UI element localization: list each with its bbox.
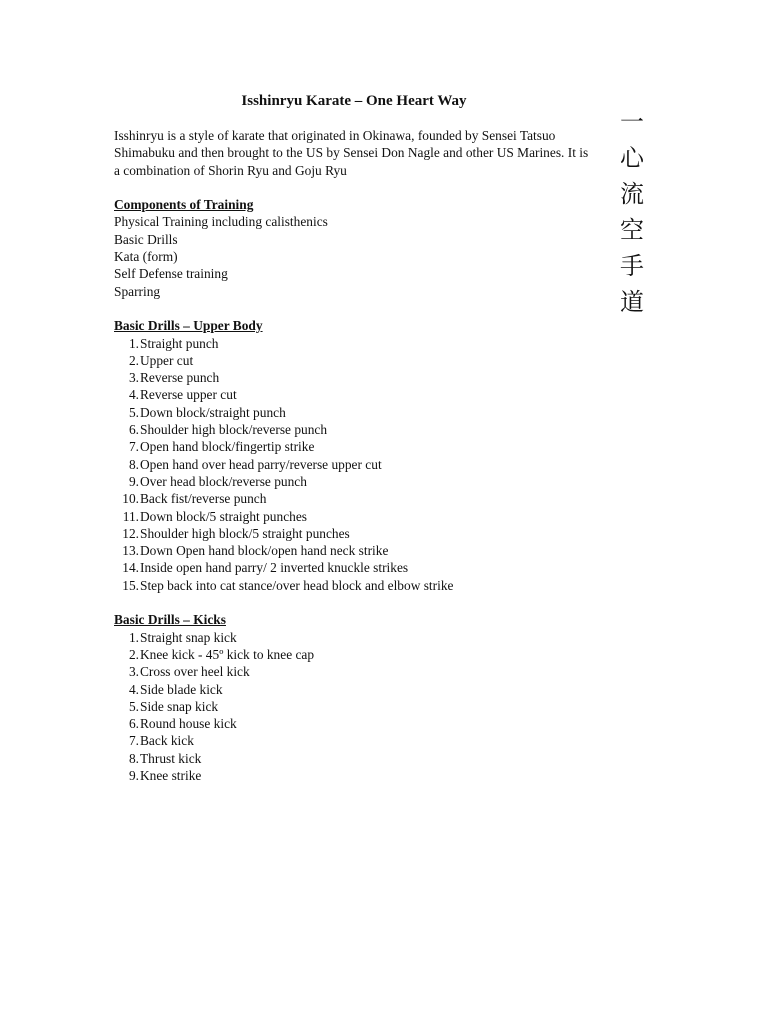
item-number: 1. [128, 629, 139, 645]
list-item: Self Defense training [114, 266, 228, 282]
list-item [114, 473, 594, 490]
components-heading: Components of Training [114, 197, 254, 213]
item-number: 13. [122, 543, 139, 559]
kanji-char: 心 [620, 144, 644, 172]
kanji-char: 手 [620, 252, 644, 280]
list-item [114, 525, 594, 542]
item-number: 6. [128, 716, 139, 732]
item-text: Over head block/reverse punch [140, 473, 307, 489]
list-item [114, 456, 594, 473]
item-number: 2. [128, 646, 139, 662]
upper-body-list [114, 335, 594, 594]
item-text: Back kick [140, 733, 194, 749]
intro-paragraph: Isshinryu is a style of karate that originated in Okinawa, founded by Sensei Tatsuo Shimabuku and then brought to the US by Sensei Don Nagle and other US Marines. It is a combination of Shorin Ryu and Goju Ryu [114, 128, 589, 178]
item-text: Shoulder high block/5 straight punches [140, 525, 350, 541]
list-item [114, 646, 594, 663]
list-item [114, 508, 594, 525]
item-text: Inside open hand parry/ 2 inverted knuckle strikes [140, 560, 409, 576]
item-number: 15. [122, 577, 139, 593]
list-item [114, 681, 594, 698]
list-item: Sparring [114, 283, 161, 299]
kanji-char: 流 [620, 180, 644, 208]
item-number: 5. [128, 404, 139, 420]
item-text: Side blade kick [140, 681, 223, 697]
item-number: 2. [128, 352, 139, 368]
upper-body-heading: Basic Drills – Upper Body [114, 318, 263, 334]
item-number: 7. [128, 733, 139, 749]
item-text: Reverse upper cut [140, 387, 237, 403]
item-number: 6. [128, 422, 139, 438]
list-item [114, 767, 594, 784]
list-item: Kata (form) [114, 249, 178, 265]
item-text: Round house kick [140, 716, 237, 732]
list-item [114, 386, 594, 403]
kanji-char: 道 [620, 288, 644, 316]
list-item [114, 750, 594, 767]
list-item [114, 438, 594, 455]
item-text: Side snap kick [140, 698, 219, 714]
list-item [114, 421, 594, 438]
item-text: Knee strike [140, 767, 202, 783]
item-text: Reverse punch [140, 370, 220, 386]
item-number: 8. [128, 456, 139, 472]
list-item [114, 663, 594, 680]
item-number: 7. [128, 439, 139, 455]
kanji-char: 空 [620, 216, 644, 244]
item-text: Down block/straight punch [140, 404, 286, 420]
item-text: Down Open hand block/open hand neck strike [140, 543, 389, 559]
kicks-heading: Basic Drills – Kicks [114, 612, 226, 628]
list-item [114, 732, 594, 749]
list-item [114, 698, 594, 715]
item-text: Knee kick - 45º kick to knee cap [140, 646, 315, 662]
item-number: 1. [128, 335, 139, 351]
item-number: 3. [128, 664, 139, 680]
list-item [114, 542, 594, 559]
item-number: 9. [128, 767, 139, 783]
item-number: 5. [128, 698, 139, 714]
item-text: Straight punch [140, 335, 219, 351]
list-item [114, 577, 594, 594]
item-text: Down block/5 straight punches [140, 508, 307, 524]
document-body [114, 127, 594, 784]
item-number: 11. [122, 508, 139, 524]
item-number: 10. [122, 491, 139, 507]
item-text: Open hand over head parry/reverse upper cut [140, 456, 382, 472]
list-item [114, 559, 594, 576]
kanji-column [612, 104, 652, 320]
item-text: Open hand block/fingertip strike [140, 439, 315, 455]
item-number: 12. [122, 525, 139, 541]
item-text: Step back into cat stance/over head block and elbow strike [140, 577, 454, 593]
list-item [114, 629, 594, 646]
item-text: Shoulder high block/reverse punch [140, 422, 328, 438]
item-number: 14. [122, 560, 139, 576]
components-list [114, 213, 594, 299]
list-item: Basic Drills [114, 231, 178, 247]
list-item [114, 490, 594, 507]
item-text: Thrust kick [140, 750, 202, 766]
kanji-char: 一 [620, 108, 644, 136]
item-text: Upper cut [140, 352, 194, 368]
list-item: Physical Training including calisthenics [114, 214, 328, 230]
list-item [114, 404, 594, 421]
item-number: 8. [128, 750, 139, 766]
item-number: 4. [128, 681, 139, 697]
item-number: 4. [128, 387, 139, 403]
list-item [114, 715, 594, 732]
list-item [114, 335, 594, 352]
document-title: Isshinryu Karate – One Heart Way [241, 93, 467, 109]
item-number: 3. [128, 370, 139, 386]
item-text: Straight snap kick [140, 629, 237, 645]
item-text: Back fist/reverse punch [140, 491, 267, 507]
list-item [114, 369, 594, 386]
kicks-list [114, 629, 594, 785]
list-item [114, 352, 594, 369]
item-text: Cross over heel kick [140, 664, 250, 680]
item-number: 9. [128, 473, 139, 489]
